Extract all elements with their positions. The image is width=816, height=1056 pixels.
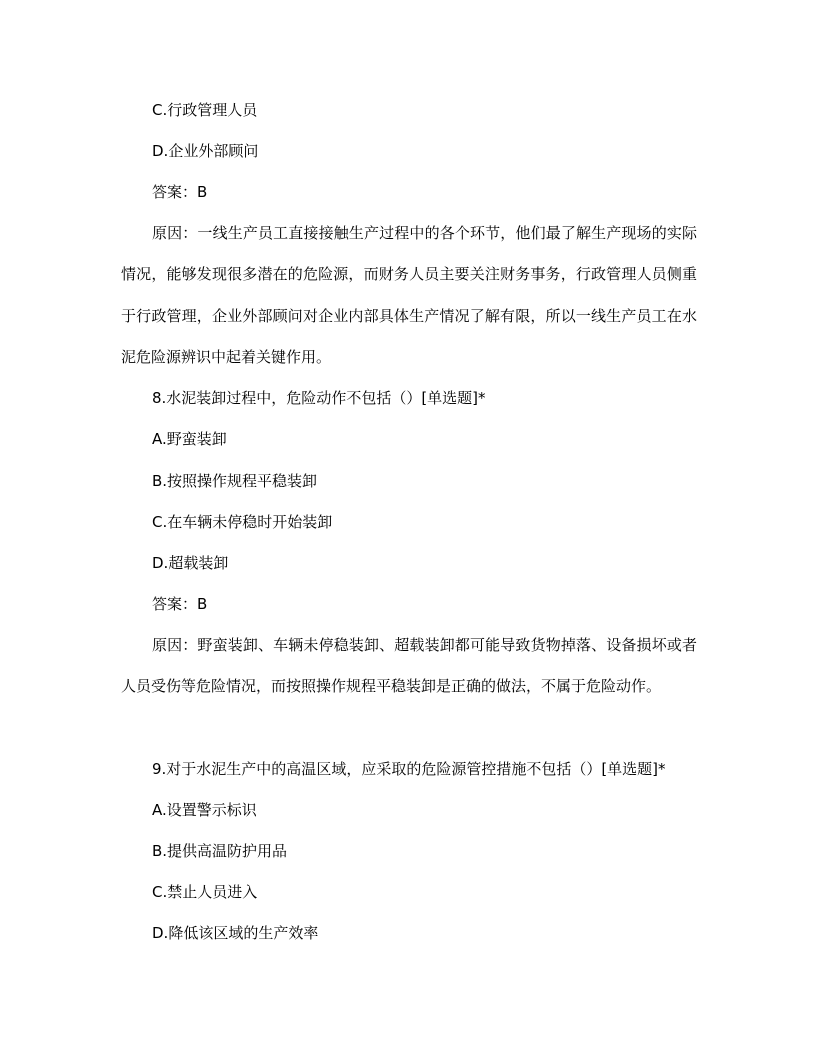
q8-option-a: A.野蛮装卸: [152, 430, 227, 448]
q8-option-c: C.在车辆未停稳时开始装卸: [152, 513, 333, 531]
q9-option-b: B.提供高温防护用品: [152, 842, 288, 860]
q8-option-d: D.超载装卸: [152, 554, 229, 572]
q7-reason: 原因：一线生产员工直接接触生产过程中的各个环节，他们最了解生产现场的实际情况，能够发现很多潜在的危险源，而财务人员主要关注财务事务，行政管理人员侧重于行政管理，企业外部顾问对企业内部具体生产情况了解有限，所以一线生产员工在水泥危险源辨识中起着关键作用。: [121, 224, 697, 366]
q8-option-b: B.按照操作规程平稳装卸: [152, 472, 318, 490]
q8-question: 8.水泥装卸过程中，危险动作不包括（）[单选题]*: [152, 389, 486, 407]
q7-option-c: C.行政管理人员: [152, 101, 258, 119]
q8-reason: 原因：野蛮装卸、车辆未停稳装卸、超载装卸都可能导致货物掉落、设备损坏或者人员受伤等危险情况，而按照操作规程平稳装卸是正确的做法，不属于危险动作。: [121, 636, 697, 696]
q8-answer: 答案：B: [152, 595, 208, 613]
q9-question: 9.对于水泥生产中的高温区域，应采取的危险源管控措施不包括（）[单选题]*: [152, 760, 666, 778]
q9-option-c: C.禁止人员进入: [152, 883, 258, 901]
q7-option-d: D.企业外部顾问: [152, 142, 259, 160]
q9-option-d: D.降低该区域的生产效率: [152, 924, 319, 942]
q7-answer: 答案：B: [152, 183, 208, 201]
q9-option-a: A.设置警示标识: [152, 801, 257, 819]
